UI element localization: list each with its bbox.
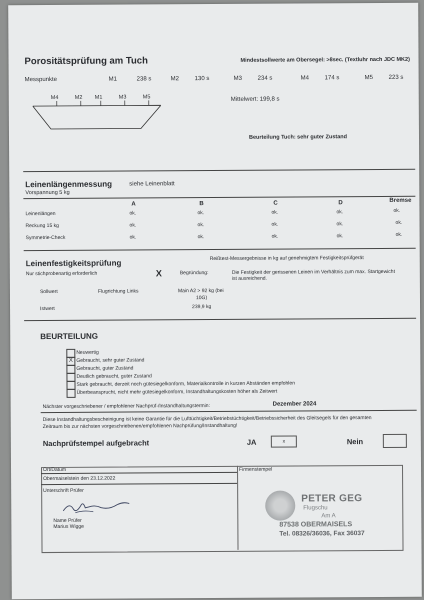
reason-text: ist ausreichend.	[231, 275, 267, 282]
point-label-m1: M1	[108, 76, 118, 83]
cell-value: ok.	[197, 222, 205, 229]
assessment-option-label: Deutlich gebraucht, guter Zustand	[76, 373, 152, 380]
sample-label: Nur stichprobenartig erforderlich	[25, 270, 98, 278]
next-check-label: Nächster vorgeschriebener / empfohlener Nachprüf-/Instandhaltungstermin:	[42, 403, 210, 411]
column-b: B	[199, 201, 204, 208]
cell-value: ok.	[393, 207, 401, 214]
cell-value: ok.	[336, 221, 344, 228]
assessment-option-label: Stark gebraucht, derzeit noch gütesiegelkonform, Materialkontrolle in kurzen Abständen empfohlen	[76, 380, 295, 388]
flight-direction: Flugrichtung Links	[97, 288, 139, 295]
inspector-name-label: Name Prüfer	[53, 517, 82, 524]
point-value-m4: 174 s	[324, 75, 340, 82]
divider	[24, 248, 416, 251]
stamp-applied-label: Nachprüfstempel aufgebracht	[42, 438, 150, 449]
divider	[41, 410, 417, 413]
signature-label: Unterschrift Prüfer	[43, 487, 84, 495]
place-date-label: Ort/Datum	[43, 466, 67, 474]
point-label-m2: M2	[170, 76, 180, 83]
column-a: A	[131, 201, 136, 208]
cell-value: ok.	[336, 233, 344, 240]
point-label-m3: M3	[233, 75, 243, 82]
row-label: Leinenlängen	[25, 210, 56, 218]
no-label: Nein	[346, 437, 364, 447]
stamp-address: 87538 OBERMAISELS	[279, 521, 353, 529]
no-box[interactable]	[383, 434, 407, 448]
inspector-name-value: Marius Wigge	[53, 523, 84, 530]
column-d: D	[338, 200, 343, 207]
porosity-requirement: Mindestsollwerte am Obersegel: >8sec. (Textluhr nach JDC MK2)	[240, 56, 410, 64]
cell-value: ok.	[271, 209, 279, 216]
measure-points-label: Messpunkte	[24, 76, 58, 84]
tear-test-note: Reißtest-Messergebnisse in kg auf genehmigtem Festigkeitsprüfgerät	[209, 255, 364, 263]
disclaimer-text: Zeitraum bis zur nächsten vorgeschriebenen/empfohlenen Nachprüfung/Instandhaltung!	[42, 422, 238, 431]
cell-value: ok.	[271, 221, 279, 228]
target-value: Main A2 > 92 kg (bei	[177, 287, 224, 295]
place-date-value: Obermaiselstein den 23.12.2022	[43, 475, 116, 483]
yes-box[interactable]: x	[271, 436, 297, 448]
stamp-line: Flugschu	[303, 505, 328, 512]
porosity-mean: Mittelwert: 199,8 s	[230, 96, 280, 103]
cell-value: ok.	[336, 209, 344, 216]
stamp-line: Am A	[321, 513, 336, 520]
divider	[23, 196, 415, 199]
point-value-m2: 130 s	[194, 76, 210, 83]
line-length-subtitle: siehe Leinenblatt	[129, 181, 175, 188]
reason-text: Die Festigkeit der gerissenen Leinen im Verhältnis zum max. Startgewicht	[231, 268, 395, 276]
divider	[23, 169, 415, 172]
actual-label: Istwert	[40, 305, 55, 313]
point-value-m3: 234 s	[257, 75, 273, 82]
point-label-m5: M5	[364, 75, 374, 82]
reason-label: Begründung:	[179, 270, 209, 277]
point-value-m1: 238 s	[136, 76, 152, 83]
assessment-checkbox[interactable]: X	[66, 357, 75, 366]
diagram-label-m5: M5	[142, 94, 151, 101]
cell-value: ok.	[129, 234, 137, 241]
point-value-m5: 223 s	[388, 74, 404, 81]
line-length-title: Leinenlängenmessung	[25, 179, 112, 190]
document-sheet	[8, 3, 422, 599]
strength-title: Leinenfestigkeitsprüfung	[25, 258, 122, 269]
assessment-checkbox[interactable]	[67, 389, 76, 398]
porosity-assessment: Beurteilung Tuch: sehr guter Zustand	[248, 134, 348, 141]
pretension-label: Vorspannung 5 kg	[25, 189, 70, 197]
cell-value: ok.	[129, 210, 137, 217]
cell-value: ok.	[197, 210, 205, 217]
stamp-phone: Tel. 08326/36036, Fax 36037	[279, 530, 365, 538]
assessment-title: BEURTEILUNG	[40, 331, 99, 342]
row-label: Symmetrie-Check	[25, 234, 66, 242]
diagram-label-m1: M1	[94, 94, 103, 101]
stamp-company-name: PETER GEG	[301, 493, 363, 505]
diagram-label-m4: M4	[50, 94, 59, 101]
cell-value: ok.	[197, 234, 205, 241]
cell-value: ok.	[395, 219, 403, 226]
cell-value: ok.	[129, 222, 137, 229]
assessment-option-label: Neuwertig	[76, 349, 99, 356]
disclaimer-text: Diese Instandhaltungsbescheinigung ist keine Garantie für die Lufttüchtigkeit/Betriebstüchtigkeit/Betriebssicherheit des Gleitsegels für den gesamten	[42, 415, 372, 424]
target-value: 10G)	[195, 295, 208, 302]
porosity-title: Porositätsprüfung am Tuch	[24, 55, 148, 68]
divider	[24, 318, 416, 321]
handwritten-signature	[61, 499, 131, 517]
column-c: C	[273, 200, 278, 207]
point-label-m4: M4	[300, 75, 310, 82]
diagram-label-m3: M3	[118, 94, 127, 101]
next-check-value: Dezember 2024	[272, 401, 317, 408]
cell-value: ok.	[395, 231, 403, 238]
sample-check-mark: X	[155, 268, 162, 279]
assessment-option-label: Gebraucht, guter Zustand	[76, 365, 134, 372]
assessment-option-label: Überbeansprucht, nicht mehr gütesiegelkonform, Instandhaltungskosten höher als Zeitwert	[76, 388, 278, 396]
actual-value: 239,9 kg	[192, 304, 212, 311]
assessment-option-label: Gebraucht, sehr guter Zustand	[76, 357, 145, 364]
row-label: Reckung 15 kg	[25, 222, 59, 230]
stamp-logo-icon	[265, 491, 295, 521]
diagram-label-m2: M2	[74, 94, 83, 101]
column-brake: Bremse	[389, 197, 412, 204]
cell-value: ok.	[271, 233, 279, 240]
yes-label: JA	[246, 437, 257, 447]
company-stamp-label: Firmenstempel	[239, 466, 273, 473]
target-label: Sollwert	[39, 288, 58, 296]
